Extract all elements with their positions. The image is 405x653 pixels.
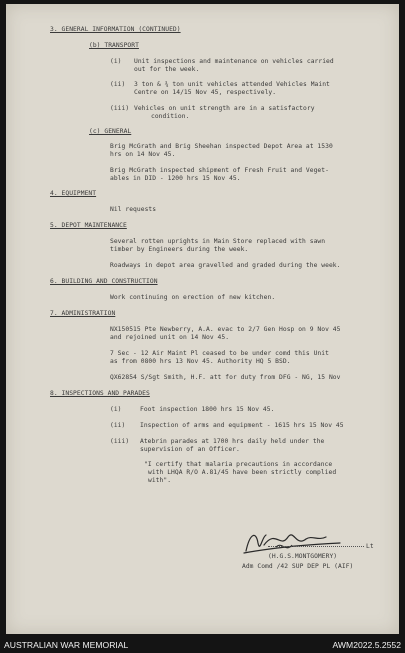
- paragraph-line: and rejoined unit on 14 Nov 45.: [110, 334, 230, 341]
- archive-footer: [0, 636, 405, 653]
- paragraph-line: Inspection of arms and equipment - 1615 hrs 15 Nov 45: [140, 422, 344, 429]
- paragraph-line: Brig McGrath and Brig Sheehan inspected Depot Area at 1530: [110, 143, 333, 150]
- paragraph-line: Vehicles on unit strength are in a satisfactory: [134, 105, 315, 112]
- footer-reference: AWM2022.5.2552: [332, 640, 401, 650]
- paragraph-line: hrs on 14 Nov 45.: [110, 151, 176, 158]
- paragraph-line: Atebrin parades at 1700 hrs daily held under the: [140, 438, 325, 445]
- certification-line: with LHQA R/O A.81/45 have been strictly complied: [148, 469, 337, 476]
- certification-line: with".: [148, 477, 172, 484]
- paragraph-line: Foot inspection 1800 hrs 15 Nov 45.: [140, 406, 275, 413]
- section-5-heading: 5. DEPOT MAINTENANCE: [50, 222, 127, 229]
- section-8-heading: 8. INSPECTIONS AND PARADES: [50, 390, 150, 397]
- subsection-c-heading: (c) GENERAL: [89, 128, 132, 135]
- paragraph-line: Centre on 14/15 Nov 45, respectively.: [134, 89, 277, 96]
- signature-line: [268, 546, 364, 547]
- signature-rank: Lt: [366, 543, 374, 550]
- subsection-b-heading: (b) TRANSPORT: [89, 42, 139, 49]
- paragraph-line: out for the week.: [134, 66, 200, 73]
- document-page: [6, 4, 399, 634]
- signatory-name: (H.G.S.MONTGOMERY): [268, 553, 338, 560]
- paragraph-line: as from 0800 hrs 13 Nov 45. Authority HQ 5 BSD.: [110, 358, 291, 365]
- section-4-heading: 4. EQUIPMENT: [50, 190, 97, 197]
- paragraph-line: Several rotten uprights in Main Store replaced with sawn: [110, 238, 326, 245]
- paragraph-line: 3 ton & ¾ ton unit vehicles attended Vehicles Maint: [134, 81, 330, 88]
- paragraph-line: Brig McGrath inspected shipment of Fresh Fruit and Veget-: [110, 167, 329, 174]
- paragraph-line: Work continuing on erection of new kitchen.: [110, 294, 276, 301]
- item-number: (ii): [110, 422, 126, 429]
- item-number: (i): [110, 406, 122, 413]
- paragraph-line: supervision of an Officer.: [140, 446, 240, 453]
- footer-institution: AUSTRALIAN WAR MEMORIAL: [4, 640, 129, 650]
- paragraph-line: timber by Engineers during the week.: [110, 246, 249, 253]
- item-number: (iii): [110, 438, 130, 445]
- item-number: (ii): [110, 81, 126, 88]
- section-3-heading: 3. GENERAL INFORMATION (CONTINUED): [50, 26, 181, 33]
- paragraph-line: Unit inspections and maintenance on vehicles carried: [134, 58, 334, 65]
- item-number: (i): [110, 58, 122, 65]
- paragraph-line: NX150515 Pte Newberry, A.A. evac to 2/7 Gen Hosp on 9 Nov 45: [110, 326, 341, 333]
- paragraph-line: ables in DID - 1200 hrs 15 Nov 45.: [110, 175, 241, 182]
- paragraph-line: 7 Sec - 12 Air Maint Pl ceased to be under comd this Unit: [110, 350, 329, 357]
- section-7-heading: 7. ADMINISTRATION: [50, 310, 116, 317]
- certification-line: "I certify that malaria precautions in accordance: [144, 461, 333, 468]
- paragraph-line: QX62854 S/Sgt Smith, H.F. att for duty from DFG - NG, 15 Nov: [110, 374, 341, 381]
- paragraph-line: condition.: [151, 113, 190, 120]
- paragraph-line: Roadways in depot area gravelled and graded during the week.: [110, 262, 341, 269]
- signatory-title: Adm Comd /42 SUP DEP PL (AIF): [242, 563, 354, 570]
- section-6-heading: 6. BUILDING AND CONSTRUCTION: [50, 278, 158, 285]
- item-number: (iii): [110, 105, 130, 112]
- paragraph-line: Nil requests: [110, 206, 157, 213]
